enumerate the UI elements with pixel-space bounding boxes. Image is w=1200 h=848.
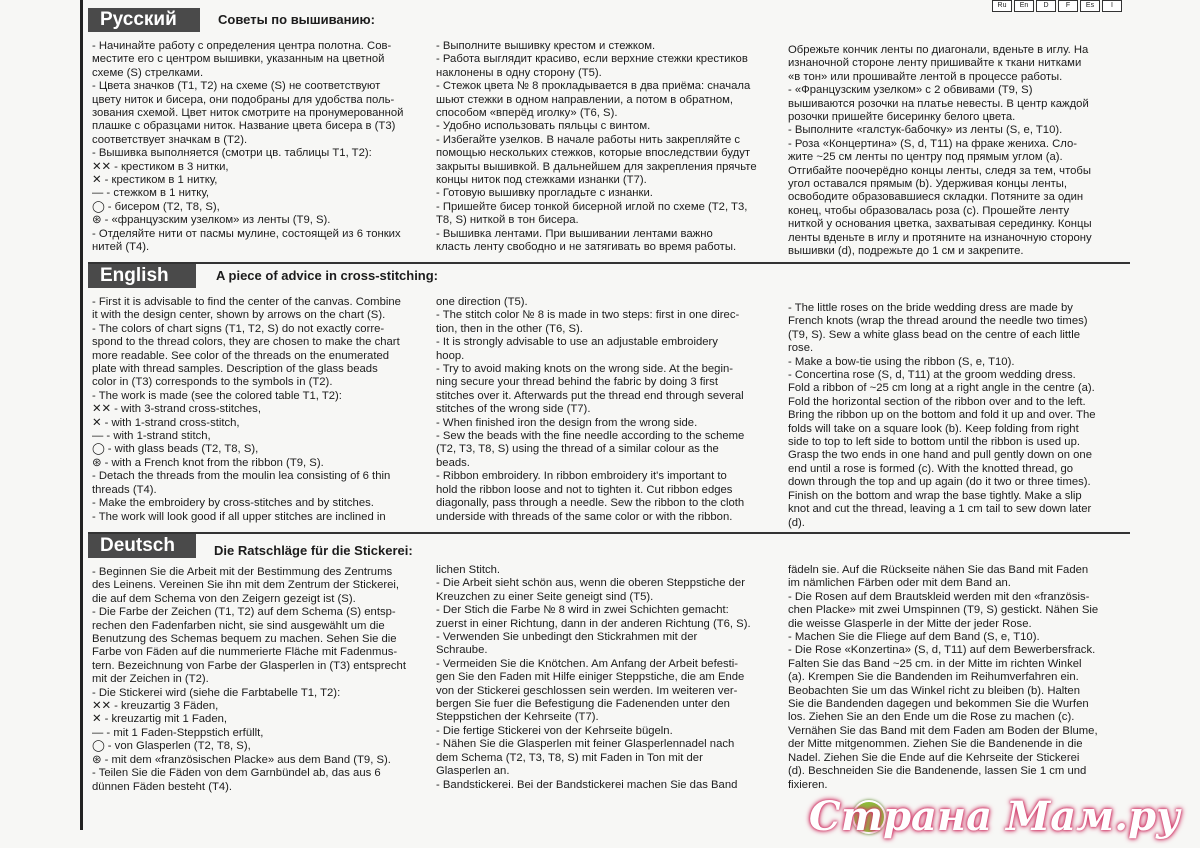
english-column-3 (788, 302, 1128, 530)
text-line: folds will take on a square look (b). Keep folding from right (788, 422, 1079, 435)
left-border-line (80, 0, 83, 830)
text-line: - Работа выглядит красиво, если верхние стежки крестиков (436, 53, 748, 66)
text-line: - Выполните «галстук-бабочку» из ленты (S, e, T10). (788, 124, 1063, 137)
text-line: - First it is advisable to find the center of the canvas. Combine (92, 296, 401, 308)
text-line: rechen den Fadenfarben nicht, sie sind ausgewählt um die (92, 619, 385, 632)
text-line: - Отделяйте нити от пасмы мулине, состоящей из 6 тонких (92, 227, 401, 240)
text-line: threads (T4). (92, 483, 157, 496)
text-line: side to top to left side to bottom until the ribbon is used up. (788, 436, 1081, 449)
lang-box-f: F (1058, 0, 1078, 12)
text-line: French knots (wrap the thread around the needle two times) (788, 315, 1088, 328)
text-line: Kreuzchen zu einer Seite geneigt sind (T5). (436, 590, 654, 603)
text-line: - The work will look good if all upper stitches are inclined in (92, 510, 386, 523)
text-line: наклонены в одну сторону (T5). (436, 66, 602, 79)
text-line: (T2, T3, T8, S) using the thread of a similar colour as the (436, 443, 719, 456)
text-line: von der Stickerei geschlossen sein werden. Im weiteren ver- (436, 684, 738, 697)
text-line: ✕ - with 1-strand cross-stitch, (92, 416, 240, 429)
russian-column-1 (92, 40, 422, 255)
text-line: im nämlichen Färben oder mit dem Band an. (788, 577, 1011, 590)
text-line: - Machen Sie die Fliege auf dem Band (S, e, T10). (788, 631, 1040, 644)
text-line: Glasperlen an. (436, 765, 510, 778)
text-line: плашке с образцами ниток. Название цвета бисера в (T3) (92, 120, 396, 133)
text-line: - Die Arbeit sieht schön aus, wenn die oberen Steppstiche der (436, 577, 745, 590)
text-line: (a). Krempen Sie die Bandenden im Reihumverfahren ein. (788, 671, 1079, 684)
text-line: - Цвета значков (T1, T2) на схеме (S) не соответствуют (92, 80, 381, 93)
text-line: fädeln sie. Auf die Rückseite nähen Sie das Band mit Faden (788, 564, 1089, 576)
text-line: - When finished iron the design from the wrong side. (436, 416, 698, 429)
text-line: Обрежьте кончик ленты по диагонали, вденьте в иглу. На (788, 44, 1089, 56)
text-line: fixieren. (788, 778, 828, 791)
text-line: ◯ - von Glasperlen (T2, T8, S), (92, 740, 251, 753)
text-line: - «Французским узелком» с 2 обвивами (T9, S) (788, 84, 1033, 97)
text-line: концы ниток под стежками изнанки (T7). (436, 174, 647, 187)
english-column-1 (92, 296, 432, 524)
watermark: Страна Мам.ру (808, 793, 1180, 840)
text-line: Finish on the bottom and wrap the base tightly. Make a slip (788, 489, 1082, 502)
text-line: - Concertina rose (S, d, T11) at the groom wedding dress. (788, 369, 1076, 382)
text-line: шьют стежки в одном направлении, а потом в обратном, (436, 93, 734, 106)
text-line: - The work is made (see the colored table T1, T2): (92, 389, 342, 402)
text-line: Falten Sie das Band ~25 cm. in der Mitte im richten Winkel (788, 657, 1082, 670)
text-line: die weisse Glasperle in der Mitte der jeder Rose. (788, 617, 1032, 630)
text-line: - Sew the beads with the fine needle according to the scheme (436, 430, 745, 443)
text-line: stitches of the wrong side (T7). (436, 403, 591, 416)
lang-box-es: Es (1080, 0, 1100, 12)
text-line: - The little roses on the bride wedding dress are made by (788, 302, 1073, 314)
text-line: ning secure your thread behind the fabric by doing 3 first (436, 376, 718, 389)
text-line: - Make the embroidery by cross-stitches and by stitches. (92, 497, 374, 510)
text-line: spond to the thread colors, they are chosen to make the chart (92, 336, 400, 349)
text-line: - Nähen Sie die Glasperlen mit feiner Glasperlennadel nach (436, 738, 735, 751)
text-line: - Verwenden Sie unbedingt den Stickrahmen mit der (436, 631, 698, 644)
lang-box-ru: Ru (992, 0, 1012, 12)
text-line: класть ленту свободно и не затягивать во время работы. (436, 241, 737, 254)
text-line: hoop. (436, 349, 465, 362)
text-line: rose. (788, 342, 814, 355)
text-line: tern. Bezeichnung von Farbe der Glasperlen in (T3) entsprecht (92, 659, 406, 672)
text-line: «в тон» или прошивайте лентой в процессе работы. (788, 70, 1063, 83)
text-line: ◯ - with glass beads (T2, T8, S), (92, 443, 259, 456)
text-line: - The stitch color № 8 is made in two steps: first in one direc- (436, 309, 740, 322)
text-line: - Выполните вышивку крестом и стежком. (436, 40, 656, 52)
section-tab-deutsch: Deutsch (88, 534, 196, 558)
english-column-2 (436, 296, 778, 524)
text-line: схеме (S) стрелками. (92, 66, 204, 79)
text-line: Steppstichen der Kehrseite (T7). (436, 711, 599, 724)
text-line: Fold a ribbon of ~25 cm long at a right angle in the centre (a). (788, 382, 1095, 395)
text-line: - Vermeiden Sie die Knötchen. Am Anfang der Arbeit befesti- (436, 657, 739, 670)
text-line: изнаночной стороне ленту пришивайте к ткани нитками (788, 57, 1082, 70)
text-line: нитей (T4). (92, 241, 150, 254)
text-line: Vernähen Sie das Band mit dem Faden am Boden der Blume, (788, 724, 1098, 737)
text-line: des Leinens. Vereinen Sie ihn mit dem Zentrum der Stickerei, (92, 579, 400, 592)
text-line: one direction (T5). (436, 296, 528, 308)
section-russian (88, 8, 1130, 260)
text-line: - Try to avoid making knots on the wrong side. At the begin- (436, 363, 734, 376)
section-english (88, 264, 1130, 530)
text-line: plate with thread samples. Description of the glass beads (92, 363, 378, 376)
text-line: угол оставался прямым (b). Удерживая концы ленты, (788, 178, 1068, 191)
text-line: - Вышивка выполняется (смотри цв. таблицы T1, T2): (92, 147, 372, 160)
text-line: dünnen Fäden besteht (T4). (92, 780, 233, 793)
text-line: color in (T3) corresponds to the symbols in (T2). (92, 376, 333, 389)
text-line: помощью нескольких стежков, которые впоследствии будут (436, 147, 751, 160)
section-deutsch (88, 534, 1130, 798)
section-title-english: A piece of advice in cross-stitching: (216, 268, 439, 283)
text-line: hold the ribbon loose and not to tighten it. Cut ribbon edges (436, 483, 733, 496)
text-line: — - mit 1 Faden-Steppstich erfüllt, (92, 726, 264, 739)
text-line: Fold the horizontal section of the ribbon over and to the left. (788, 395, 1086, 408)
text-line: dem Schema (T2, T3, T8, S) mit Faden in Ton mit der (436, 751, 703, 764)
text-line: - Die fertige Stickerei von der Kehrseite bügeln. (436, 724, 673, 737)
text-line: die auf dem Schema von den Zeigern gezeigt ist (S). (92, 592, 356, 605)
text-line: ✕✕ - крестиком в 3 нитки, (92, 160, 229, 173)
text-line: T8, S) ниткой в тон бисера. (436, 214, 579, 227)
text-line: — - with 1-strand stitch, (92, 430, 211, 443)
text-line: Отгибайте поочерёдно концы ленты, следя за тем, чтобы (788, 164, 1091, 177)
text-line: ✕✕ - with 3-strand cross-stitches, (92, 403, 261, 416)
deutsch-column-3 (788, 564, 1128, 792)
text-line: ✕✕ - kreuzartig 3 Fäden, (92, 700, 219, 713)
text-line: Beobachten Sie um das Winkel richt zu bleiben (b). Halten (788, 684, 1080, 697)
text-line: - Готовую вышивку прогладьте с изнанки. (436, 187, 653, 200)
text-line: los. Ziehen Sie an den Ende um die Rose zu machen (c). (788, 711, 1075, 724)
text-line: beads. (436, 456, 470, 469)
text-line: - Пришейте бисер тонкой бисерной иглой по схеме (T2, T3, (436, 200, 748, 213)
lang-box-i: I (1102, 0, 1122, 12)
lang-box-en: En (1014, 0, 1034, 12)
text-line: Grasp the two ends in one hand and pull gently down on one (788, 449, 1092, 462)
text-line: chen Placke» mit zwei Umspinnen (T9, S) gestickt. Nähen Sie (788, 604, 1099, 617)
text-line: - Роза «Концертина» (S, d, T11) на фраке жениха. Сло- (788, 137, 1078, 150)
text-line: - The colors of chart signs (T1, T2, S) do not exactly corre- (92, 322, 385, 335)
text-line: tion, then in the other (T6, S). (436, 322, 583, 335)
text-line: - Удобно использовать пяльцы с винтом. (436, 120, 651, 133)
text-line: - Beginnen Sie die Arbeit mit der Bestimmung des Zentrums (92, 566, 393, 578)
text-line: соответствует значкам в (T2). (92, 133, 248, 146)
deutsch-column-1 (92, 566, 432, 794)
text-line: вышиваются розочки на платье невесты. В центр каждой (788, 97, 1089, 110)
text-line: ⊛ - with a French knot from the ribbon (T9, S). (92, 456, 324, 469)
text-line: освободите образовавшиеся складки. Потяните за один (788, 191, 1084, 204)
text-line: bergen Sie fuer die Befestigung die Fadenenden unter den (436, 698, 730, 711)
text-line: (d). Beschneiden Sie die Bandenende, lassen Sie 1 cm und (788, 765, 1087, 778)
text-line: конец, чтобы образовалась роза (c). Прошейте ленту (788, 204, 1070, 217)
russian-column-3 (788, 44, 1128, 259)
text-line: - Teilen Sie die Fäden von dem Garnbündel ab, das aus 6 (92, 767, 381, 780)
text-line: розочки пришейте бисеринку белого цвета. (788, 111, 1016, 124)
section-tab-english: English (88, 264, 196, 288)
text-line: - Detach the threads from the moulin lea consisting of 6 thin (92, 470, 391, 483)
text-line: ✕ - kreuzartig mit 1 Faden, (92, 713, 228, 726)
text-line: местите его с центром вышивки, указанным на цветной (92, 53, 385, 66)
text-line: закрыты вышивкой. В дальнейшем для закрепления прячьте (436, 160, 757, 173)
text-line: ◯ - бисером (T2, T8, S), (92, 200, 220, 213)
text-line: Nadel. Ziehen Sie die Ende auf die Kehrseite der Stickerei (788, 751, 1080, 764)
section-title-russian: Советы по вышиванию: (218, 12, 375, 27)
text-line: вышивки (d), подрежьте до 1 см и закрепите. (788, 245, 1024, 258)
text-line: Sie die Bandenden dagegen und bekommen Sie die Wurfen (788, 698, 1089, 711)
text-line: - Die Rosen auf dem Brautskleid werden mit den «französis- (788, 590, 1090, 603)
text-line: (d). (788, 516, 805, 529)
text-line: (T9, S). Sew a white glass bead on the centre of each little (788, 328, 1080, 341)
section-tab-russian: Русский (88, 8, 200, 32)
text-line: ✕ - крестиком в 1 нитку, (92, 174, 218, 187)
text-line: - Die Rose «Konzertina» (S, d, T11) auf dem Bewerbersfrack. (788, 644, 1096, 657)
text-line: stitches over it. Afterwards put the thread end through several (436, 389, 744, 402)
text-line: knot and cut the thread, leaving a 1 cm tail to sew down later (788, 503, 1092, 516)
text-line: ленты вденьте в иглу и протяните на изнаночную сторону (788, 231, 1092, 244)
lang-box-d: D (1036, 0, 1056, 12)
text-line: - Die Stickerei wird (siehe die Farbtabelle T1, T2): (92, 686, 341, 699)
text-line: more readable. See color of the threads on the enumerated (92, 349, 390, 362)
text-line: gen Sie den Faden mit Hilfe einiger Steppstiche, die am Ende (436, 671, 745, 684)
text-line: mit der Zeichen in (T2). (92, 673, 209, 686)
text-line: Benutzung des Schemas bequem zu machen. Sehen Sie die (92, 633, 397, 646)
text-line: - Вышивка лентами. При вышивании лентами важно (436, 227, 713, 240)
text-line: - Начинайте работу с определения центра полотна. Сов- (92, 40, 392, 52)
deutsch-column-2 (436, 564, 778, 792)
text-line: - Bandstickerei. Bei der Bandstickerei machen Sie das Band (436, 778, 738, 791)
text-line: - Стежок цвета № 8 прокладывается в два приёма: сначала (436, 80, 751, 93)
text-line: - Die Farbe der Zeichen (T1, T2) auf dem Schema (S) entsp- (92, 606, 396, 619)
text-line: жите ~25 см ленты по центру под прямым углом (a). (788, 151, 1063, 164)
text-line: zuerst in einer Richtung, dann in der anderen Richtung (T6, S). (436, 617, 751, 630)
text-line: ⊛ - «французским узелком» из ленты (T9, S). (92, 214, 331, 227)
text-line: ⊛ - mit dem «französischen Placke» aus dem Band (T9, S). (92, 753, 391, 766)
text-line: ниткой у основания цветка, захватывая серединку. Концы (788, 218, 1092, 231)
text-line: it with the design center, shown by arrows on the chart (S). (92, 309, 386, 322)
text-line: - Der Stich die Farbe № 8 wird in zwei Schichten gemacht: (436, 604, 729, 617)
section-title-deutsch: Die Ratschläge für die Stickerei: (214, 543, 413, 558)
text-line: diagonally, pass through a needle. Sew the ribbon to the cloth (436, 497, 745, 510)
text-line: lichen Stitch. (436, 564, 501, 576)
text-line: зования схемой. Цвет ниток смотрите на пронумерованной (92, 107, 404, 120)
text-line: способом «вперёд иголку» (T6, S). (436, 107, 618, 120)
text-line: underside with threads of the same color or with the ribbon. (436, 510, 733, 523)
text-line: - Избегайте узелков. В начале работы нить закрепляйте с (436, 133, 741, 146)
russian-column-2 (436, 40, 778, 255)
text-line: der Mitte mitgenommen. Ziehen Sie die Bandenende in die (788, 738, 1083, 751)
text-line: end until a rose is formed (c). With the knotted thread, go (788, 462, 1074, 475)
text-line: Farbe von Fäden auf die nummerierte Fläche mit Fadenmus- (92, 646, 398, 659)
text-line: Bring the ribbon up on the bottom and fold it up and over. The (788, 409, 1096, 422)
text-line: - Make a bow-tie using the ribbon (S, e, T10). (788, 355, 1015, 368)
text-line: down through the top and up again (do it two or three times). (788, 476, 1091, 489)
text-line: цвету ниток и бисера, они подобраны для удобства поль- (92, 93, 395, 106)
text-line: — - стежком в 1 нитку, (92, 187, 210, 200)
text-line: - It is strongly advisable to use an adjustable embroidery (436, 336, 718, 349)
text-line: Schraube. (436, 644, 488, 657)
text-line: - Ribbon embroidery. In ribbon embroidery it's important to (436, 470, 727, 483)
